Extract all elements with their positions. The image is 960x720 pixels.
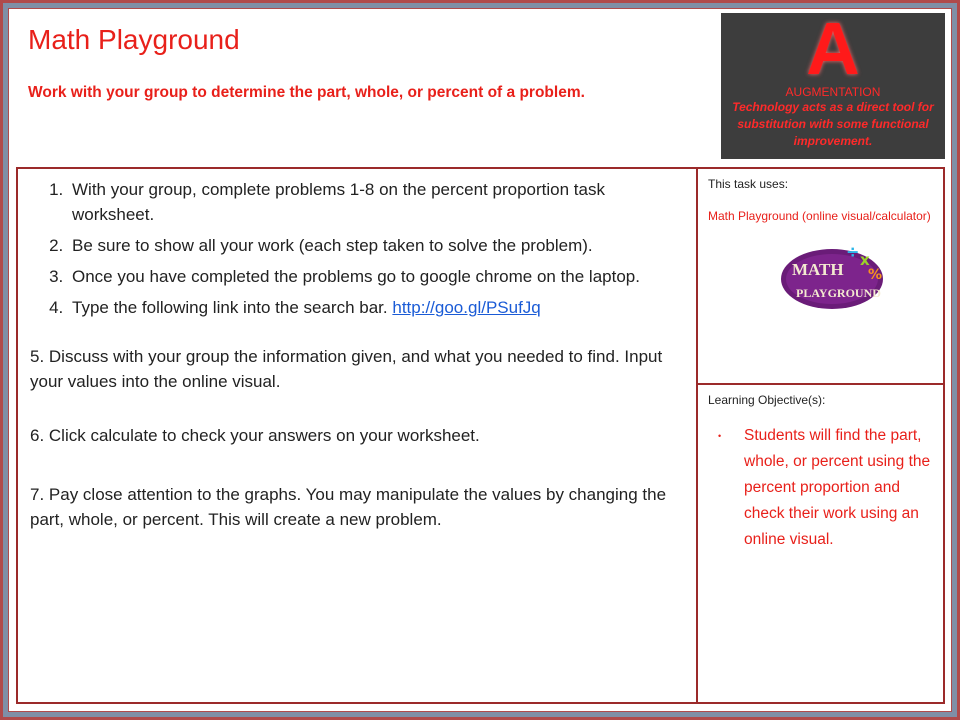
learning-objectives-panel [696, 383, 945, 704]
task-tool-name: Math Playground (online visual/calculator) [708, 209, 931, 223]
bullet-icon: • [718, 431, 722, 441]
step-item: 1. With your group, complete problems 1-8 on the percent proportion task worksheet. [68, 177, 679, 227]
svg-text:x: x [860, 251, 870, 269]
step-5-text: 5. Discuss with your group the information given, and what you needed to find. Input your values into the online visual. [30, 347, 663, 391]
objective-item [718, 423, 933, 553]
step-7-text: 7. Pay close attention to the graphs. You may manipulate the values by changing the part, whole, or percent. This will create a new problem. [30, 485, 667, 529]
page-subtitle: Work with your group to determine the part, whole, or percent of a problem. [28, 84, 585, 101]
step-item [68, 295, 679, 320]
page-title: Math Playground [28, 24, 240, 55]
instructions-panel [16, 167, 697, 704]
steps-list [30, 177, 679, 320]
logo-text-top: MATH [792, 260, 844, 279]
objectives-heading: Learning Objective(s): [708, 393, 826, 407]
logo-text-bottom: PLAYGROUND [796, 286, 881, 300]
objective-text: Students will find the part, whole, or percent using the percent proportion and check their work using an online visual. [744, 427, 931, 548]
step-item: 3. Once you have completed the problems go to google chrome on the laptop. [68, 264, 679, 289]
badge-description: Technology acts as a direct tool for substitution with some functional improvement. [732, 100, 934, 148]
objectives-list [708, 423, 933, 553]
step-6-text: 6. Click calculate to check your answers on your worksheet. [30, 426, 480, 445]
step-text: Type the following link into the search bar. [72, 298, 388, 317]
task-uses-panel [696, 167, 945, 385]
badge-letter: A [806, 13, 860, 90]
step-item: 2. Be sure to show all your work (each step taken to solve the problem). [68, 233, 679, 258]
badge-label: AUGMENTATION [785, 85, 881, 99]
augmentation-badge [721, 13, 945, 159]
task-uses-heading: This task uses: [708, 177, 789, 191]
worksheet-link[interactable]: http://goo.gl/PSufJq [392, 298, 541, 317]
svg-text:÷: ÷ [846, 242, 860, 261]
svg-text:%: % [868, 267, 883, 283]
math-playground-logo [780, 239, 886, 311]
